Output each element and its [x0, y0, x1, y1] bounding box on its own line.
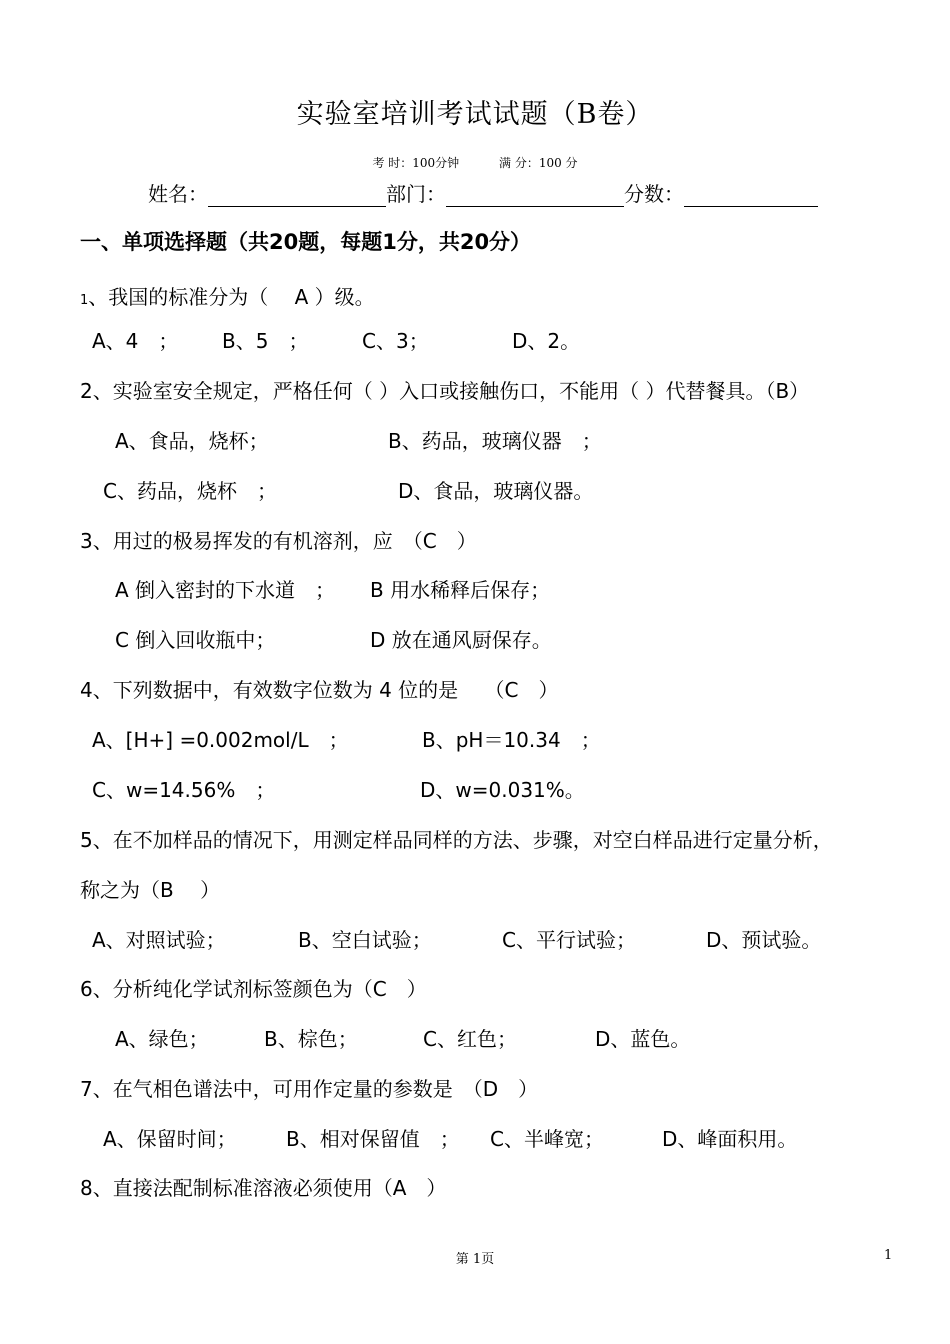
option-b: B、药品，玻璃仪器 ； [388, 429, 602, 453]
question-2: 2、实验室安全规定，严格任何（ ）入口或接触伤口，不能用（ ）代替餐具。（B） [80, 379, 810, 403]
question-5: 5、在不加样品的情况下，用测定样品同样的方法、步骤，对空白样品进行定量分析， [80, 828, 833, 852]
option-c: C、w=14.56% ； [92, 778, 276, 802]
option-b: B、5 ； [222, 329, 309, 353]
exam-total-score: 满 分：100 分 [499, 156, 578, 170]
name-label: 姓名： [148, 182, 208, 206]
section-title: 一、单项选择题（共20题，每题1分，共20分） [80, 230, 532, 254]
option-c: C、药品，烧杯 ； [103, 479, 277, 503]
option-c: C、平行试验； [502, 928, 636, 952]
option-b: B、pH＝10.34 ； [422, 728, 601, 752]
option-c: C、半峰宽； [490, 1127, 604, 1151]
page-footer: 第 1页 [455, 1252, 495, 1267]
option-c: C 倒入回收瓶中； [115, 628, 276, 652]
question-7: 7、在气相色谱法中，可用作定量的参数是 （D ） [80, 1077, 539, 1101]
option-b: B 用水稀释后保存； [370, 578, 551, 602]
option-d: D、峰面积用。 [662, 1127, 798, 1151]
question-8: 8、直接法配制标准溶液必须使用（A ） [80, 1176, 447, 1200]
option-d: D、蓝色。 [595, 1027, 691, 1051]
option-d: D、食品，玻璃仪器。 [398, 479, 594, 503]
exam-title: 实验室培训考试试题（B卷） [296, 99, 654, 130]
option-d: D、w=0.031%。 [420, 778, 585, 802]
page-number: 1 [884, 1248, 893, 1263]
option-c: C、3； [362, 329, 429, 353]
examinee-info [148, 178, 818, 207]
dept-blank[interactable] [446, 178, 624, 207]
name-blank[interactable] [208, 178, 386, 207]
question-text: 、我国的标准分为（ A ）级。 [88, 285, 375, 309]
exam-subtitle [0, 154, 950, 171]
score-label: 分数： [624, 182, 684, 206]
exam-time: 考 时：100分钟 [372, 156, 460, 170]
question-number: 1 [80, 293, 89, 308]
option-a: A、4 ； [92, 329, 179, 353]
option-a: A、对照试验； [92, 928, 226, 952]
option-b: B、相对保留值 ； [286, 1127, 460, 1151]
option-a: A、食品，烧杯； [115, 429, 269, 453]
option-a: A、[H+] =0.002mol/L ； [92, 728, 349, 752]
question-6: 6、分析纯化学试剂标签颜色为（C ） [80, 977, 427, 1001]
option-d: D、2。 [512, 329, 581, 353]
option-b: B、棕色； [264, 1027, 358, 1051]
option-d: D、预试验。 [706, 928, 822, 952]
option-b: B、空白试验； [298, 928, 432, 952]
question-3: 3、用过的极易挥发的有机溶剂，应 （C ） [80, 529, 477, 553]
option-a: A、绿色； [115, 1027, 209, 1051]
question-4: 4、下列数据中，有效数字位数为 4 位的是 （C ） [80, 678, 559, 702]
option-a: A、保留时间； [103, 1127, 237, 1151]
score-blank[interactable] [684, 178, 818, 207]
option-d: D 放在通风厨保存。 [370, 628, 552, 652]
question-5-continued: 称之为（B ） [80, 878, 221, 902]
option-c: C、红色； [423, 1027, 517, 1051]
dept-label: 部门： [386, 182, 446, 206]
question-1 [80, 281, 375, 310]
option-a: A 倒入密封的下水道 ； [115, 578, 336, 602]
